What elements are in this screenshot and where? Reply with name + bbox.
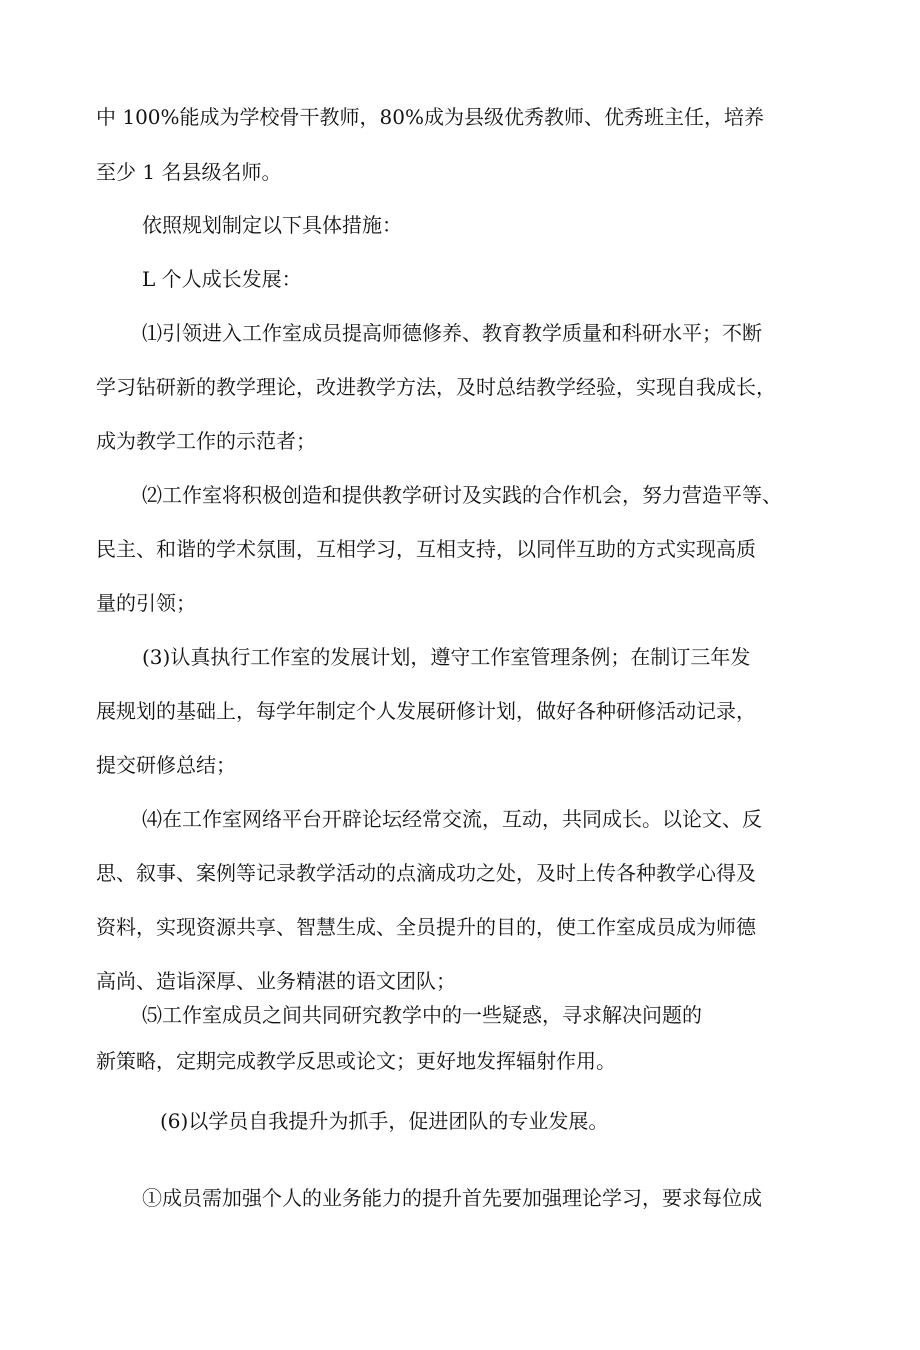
text-line: 依照规划制定以下具体措施： (142, 213, 402, 237)
text-line: ⑷在工作室网络平台开辟论坛经常交流，互动，共同成长。以论文、反 (142, 807, 762, 831)
text-line: 至少 1 名县级名师。 (96, 160, 282, 184)
text-line: 新策略，定期完成教学反思或论文；更好地发挥辐射作用。 (96, 1049, 616, 1073)
text-line: 提交研修总结； (96, 753, 236, 777)
text-line: ⑵工作室将积极创造和提供教学研讨及实践的合作机会，努力营造平等、 (142, 483, 782, 507)
text-line: (6)以学员自我提升为抓手，促进团队的专业发展。 (160, 1109, 609, 1133)
text-line: 资料，实现资源共享、智慧生成、全员提升的目的，使工作室成员成为师德 (96, 915, 756, 939)
text-line: ⑸工作室成员之间共同研究教学中的一些疑惑，寻求解决问题的 (142, 1003, 702, 1027)
text-line: 成为教学工作的示范者； (96, 429, 316, 453)
text-line: 中 100%能成为学校骨干教师，80%成为县级优秀教师、优秀班主任，培养 (96, 105, 764, 129)
text-line: 民主、和谐的学术氛围，互相学习，互相支持，以同伴互助的方式实现高质 (96, 537, 756, 561)
text-line: 量的引领； (96, 591, 196, 615)
text-line: 高尚、造诣深厚、业务精湛的语文团队； (96, 969, 456, 993)
text-line: 思、叙事、案例等记录教学活动的点滴成功之处，及时上传各种教学心得及 (96, 861, 756, 885)
text-line: 展规划的基础上，每学年制定个人发展研修计划，做好各种研修活动记录， (96, 699, 756, 723)
text-line: 学习钻研新的教学理论，改进教学方法，及时总结教学经验，实现自我成长， (96, 375, 776, 399)
text-line: ①成员需加强个人的业务能力的提升首先要加强理论学习，要求每位成 (142, 1186, 762, 1210)
text-line: (3)认真执行工作室的发展计划，遵守工作室管理条例；在制订三年发 (142, 645, 751, 669)
text-line: ⑴引领进入工作室成员提高师德修养、教育教学质量和科研水平；不断 (142, 321, 762, 345)
section-heading: L 个人成长发展： (142, 267, 302, 291)
